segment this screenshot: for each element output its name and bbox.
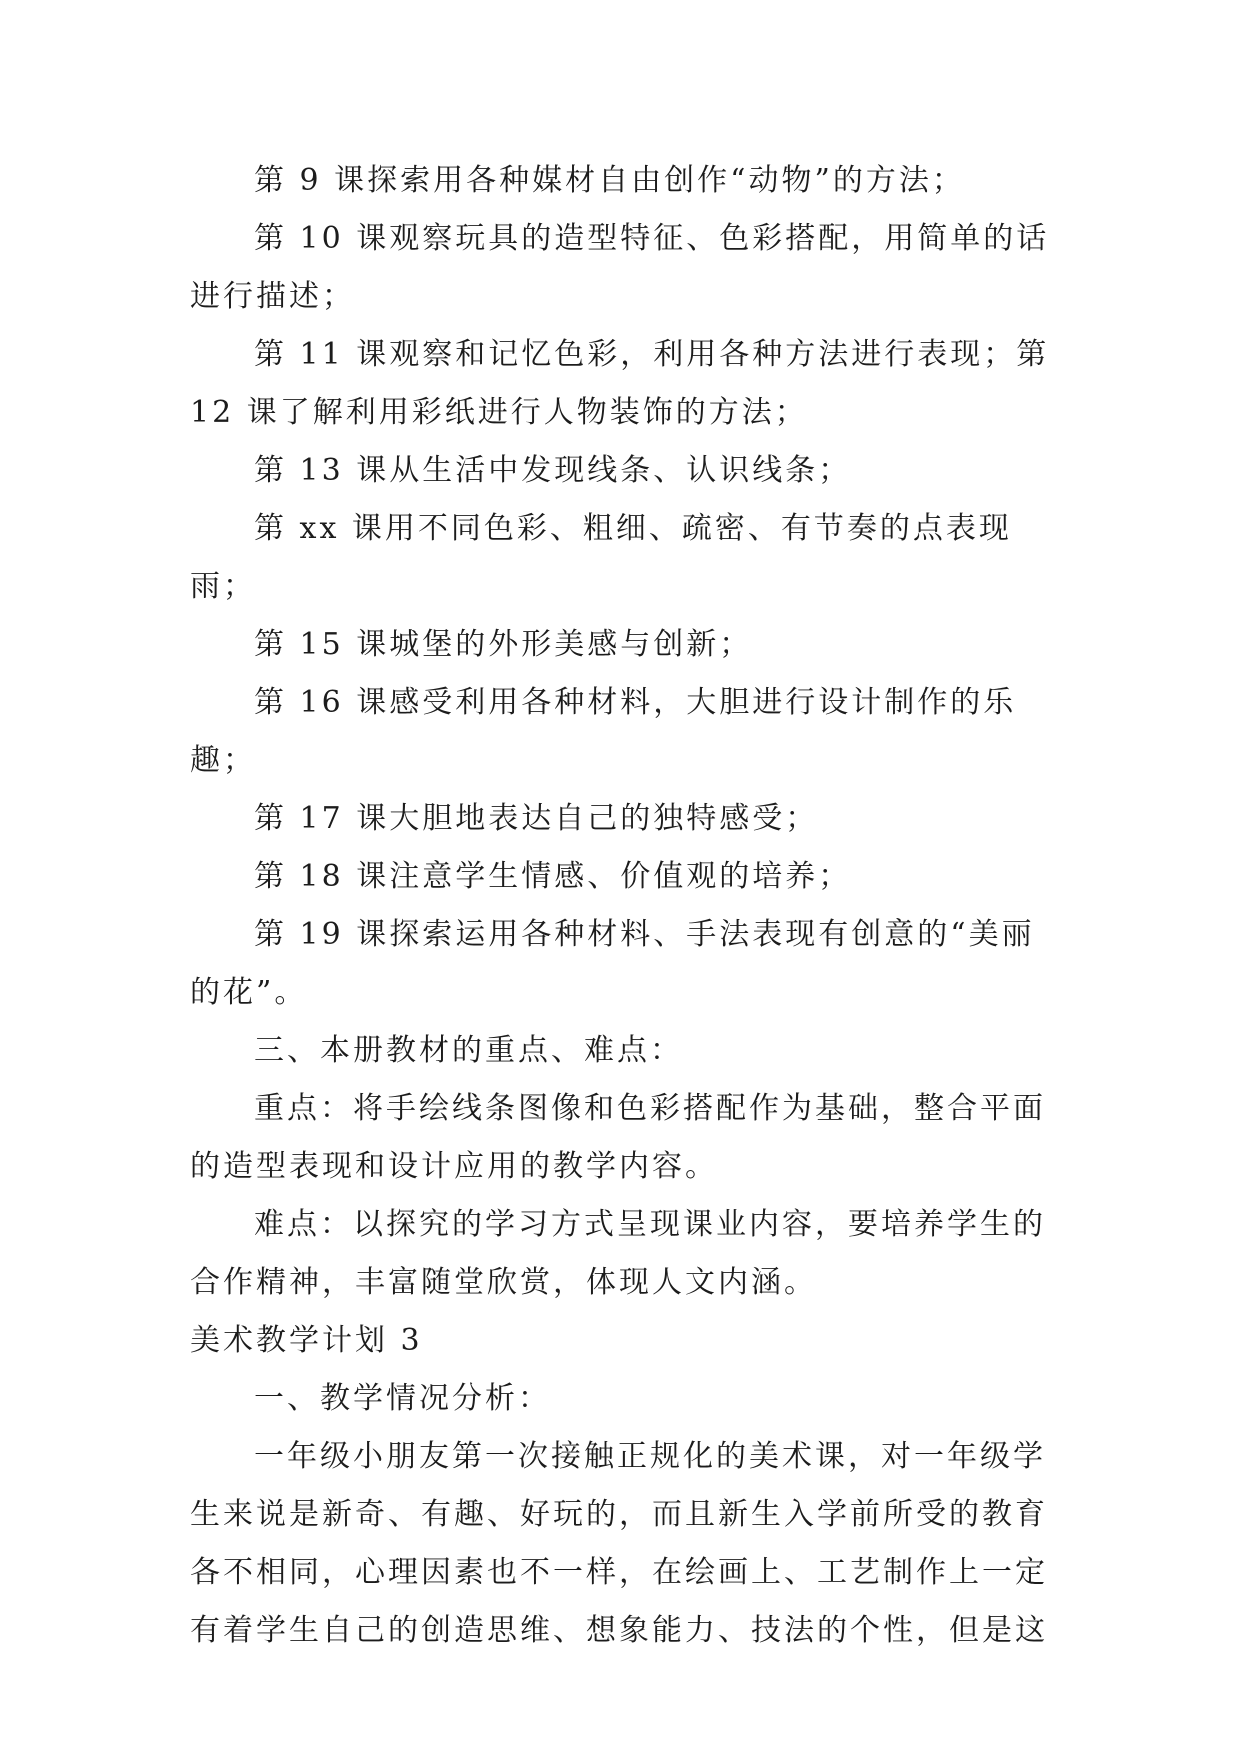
paragraph-lesson-9: 第 9 课探索用各种媒材自由创作“动物”的方法；: [254, 163, 965, 198]
paragraph-difficulty: 难点：以探究的学习方式呈现课业内容，要培养学生的合作精神，丰富随堂欣赏，体现人文内涵。: [190, 1207, 1046, 1300]
paragraph-lesson-19: 第 19 课探索运用各种材料、手法表现有创意的“美丽的花”。: [190, 917, 1035, 1010]
paragraph-key-point: 重点：将手绘线条图像和色彩搭配作为基础，整合平面的造型表现和设计应用的教学内容。: [190, 1091, 1046, 1184]
paragraph-lesson-17: 第 17 课大胆地表达自己的独特感受；: [254, 801, 819, 836]
paragraph-lesson-xx: 第 xx 课用不同色彩、粗细、疏密、有节奏的点表现雨；: [190, 511, 1012, 604]
paragraph-lesson-11-12: 第 11 课观察和记忆色彩，利用各种方法进行表现；第 12 课了解利用彩纸进行人物装饰的方法；: [190, 337, 1050, 430]
section-heading-key-points: 三、本册教材的重点、难点：: [254, 1033, 683, 1068]
section-heading-analysis: 一、教学情况分析：: [254, 1381, 551, 1416]
paragraph-lesson-15: 第 15 课城堡的外形美感与创新；: [254, 627, 753, 662]
plan-title: 美术教学计划 3: [190, 1323, 423, 1358]
paragraph-lesson-16: 第 16 课感受利用各种材料，大胆进行设计制作的乐趣；: [190, 685, 1017, 778]
document-body: [190, 152, 1052, 1660]
paragraph-lesson-13: 第 13 课从生活中发现线条、认识线条；: [254, 453, 852, 488]
paragraph-lesson-18: 第 18 课注意学生情感、价值观的培养；: [254, 859, 852, 894]
paragraph-lesson-10: 第 10 课观察玩具的造型特征、色彩搭配，用简单的话进行描述；: [190, 221, 1050, 314]
paragraph-analysis: 一年级小朋友第一次接触正规化的美术课，对一年级学生来说是新奇、有趣、好玩的，而且新生入学前所受的教育各不相同，心理因素也不一样，在绘画上、工艺制作上一定有着学生自己的创造思维、想象能力、技法的个性，但是这: [190, 1439, 1048, 1648]
